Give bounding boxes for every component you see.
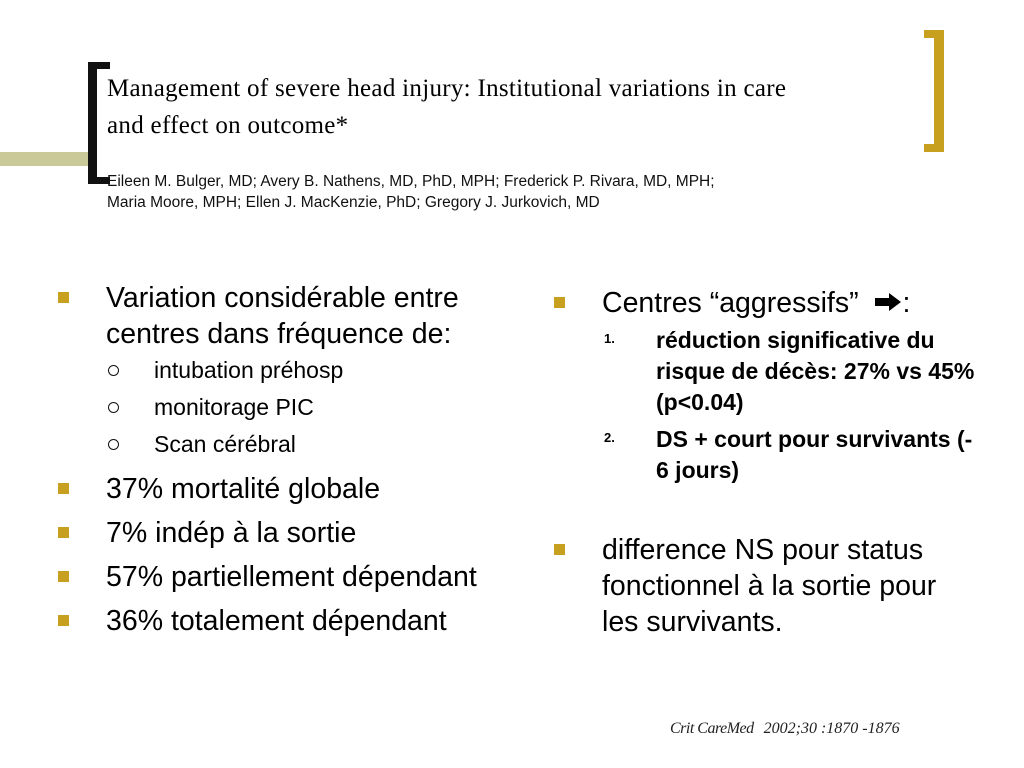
bullet-mortalite bbox=[52, 471, 482, 507]
right-bullet-list bbox=[548, 285, 978, 640]
authors-line-2: Maria Moore, MPH; Ellen J. MacKenzie, PhD; Gregory J. Jurkovich, MD bbox=[107, 194, 600, 211]
numbered-item-text: réduction significative du risque de décès: 27% vs 45% (p<0.04) bbox=[656, 327, 975, 415]
numbered-item-1 bbox=[548, 325, 978, 418]
square-bullet-icon bbox=[58, 527, 69, 538]
authors-line-1: Eileen M. Bulger, MD; Avery B. Nathens, MD, PhD, MPH; Frederick P. Rivara, MD, MPH; bbox=[107, 173, 715, 190]
bullet-text: 36% totalement dépendant bbox=[106, 605, 447, 637]
numbered-list bbox=[548, 325, 978, 486]
circle-bullet-icon bbox=[108, 402, 119, 413]
bullet-centres-aggressifs bbox=[548, 285, 978, 321]
article-title-line-1: Management of severe head injury: Institutional variations in care bbox=[107, 75, 787, 102]
citation-reference: 2002;30 :1870 -1876 bbox=[763, 720, 900, 737]
circle-bullet-icon bbox=[108, 365, 119, 376]
sub-item-monitorage bbox=[52, 389, 482, 426]
sub-list bbox=[52, 352, 482, 463]
item-number: 1. bbox=[604, 331, 615, 346]
bullet-text: Variation considérable entre centres dans fréquence de: bbox=[106, 282, 459, 350]
numbered-item-2 bbox=[548, 424, 978, 486]
sub-item-text: intubation préhosp bbox=[154, 357, 344, 383]
square-bullet-icon bbox=[58, 292, 69, 303]
circle-bullet-icon bbox=[108, 439, 119, 450]
square-bullet-icon bbox=[554, 297, 565, 308]
right-column bbox=[548, 285, 978, 640]
right-bracket-decoration bbox=[934, 30, 944, 152]
sub-list-container bbox=[52, 352, 482, 463]
bullet-independant bbox=[52, 515, 482, 551]
citation-journal: Crit CareMed bbox=[670, 720, 754, 737]
bullet-variation bbox=[52, 280, 482, 352]
left-bullet-list bbox=[52, 280, 482, 639]
sub-item-intubation bbox=[52, 352, 482, 389]
numbered-item-text: DS + court pour survivants (- 6 jours) bbox=[656, 426, 973, 483]
bullet-text: difference NS pour status fonctionnel à la sortie pour les survivants. bbox=[602, 534, 937, 638]
article-title bbox=[107, 70, 927, 144]
right-arrow-icon bbox=[873, 290, 903, 314]
left-column bbox=[52, 280, 482, 639]
bullet-text: 7% indép à la sortie bbox=[106, 517, 357, 549]
sub-item-text: monitorage PIC bbox=[154, 394, 314, 420]
article-title-line-2: and effect on outcome* bbox=[107, 112, 349, 139]
numbered-list-container bbox=[548, 325, 978, 486]
left-bracket-decoration bbox=[88, 62, 97, 184]
bullet-text: Centres “aggressifs” bbox=[602, 287, 859, 319]
bullet-text: 37% mortalité globale bbox=[106, 473, 381, 505]
decorative-accent-bar bbox=[0, 152, 90, 166]
article-authors bbox=[107, 171, 887, 213]
bullet-difference-ns bbox=[548, 532, 978, 640]
bullet-partiellement bbox=[52, 559, 482, 595]
square-bullet-icon bbox=[58, 615, 69, 626]
bullet-totalement bbox=[52, 603, 482, 639]
sub-item-scan bbox=[52, 426, 482, 463]
bullet-colon: : bbox=[902, 287, 911, 319]
square-bullet-icon bbox=[58, 571, 69, 582]
item-number: 2. bbox=[604, 430, 615, 445]
citation bbox=[670, 720, 900, 738]
square-bullet-icon bbox=[554, 544, 565, 555]
bullet-text: 57% partiellement dépendant bbox=[106, 561, 477, 593]
square-bullet-icon bbox=[58, 483, 69, 494]
sub-item-text: Scan cérébral bbox=[154, 431, 296, 457]
